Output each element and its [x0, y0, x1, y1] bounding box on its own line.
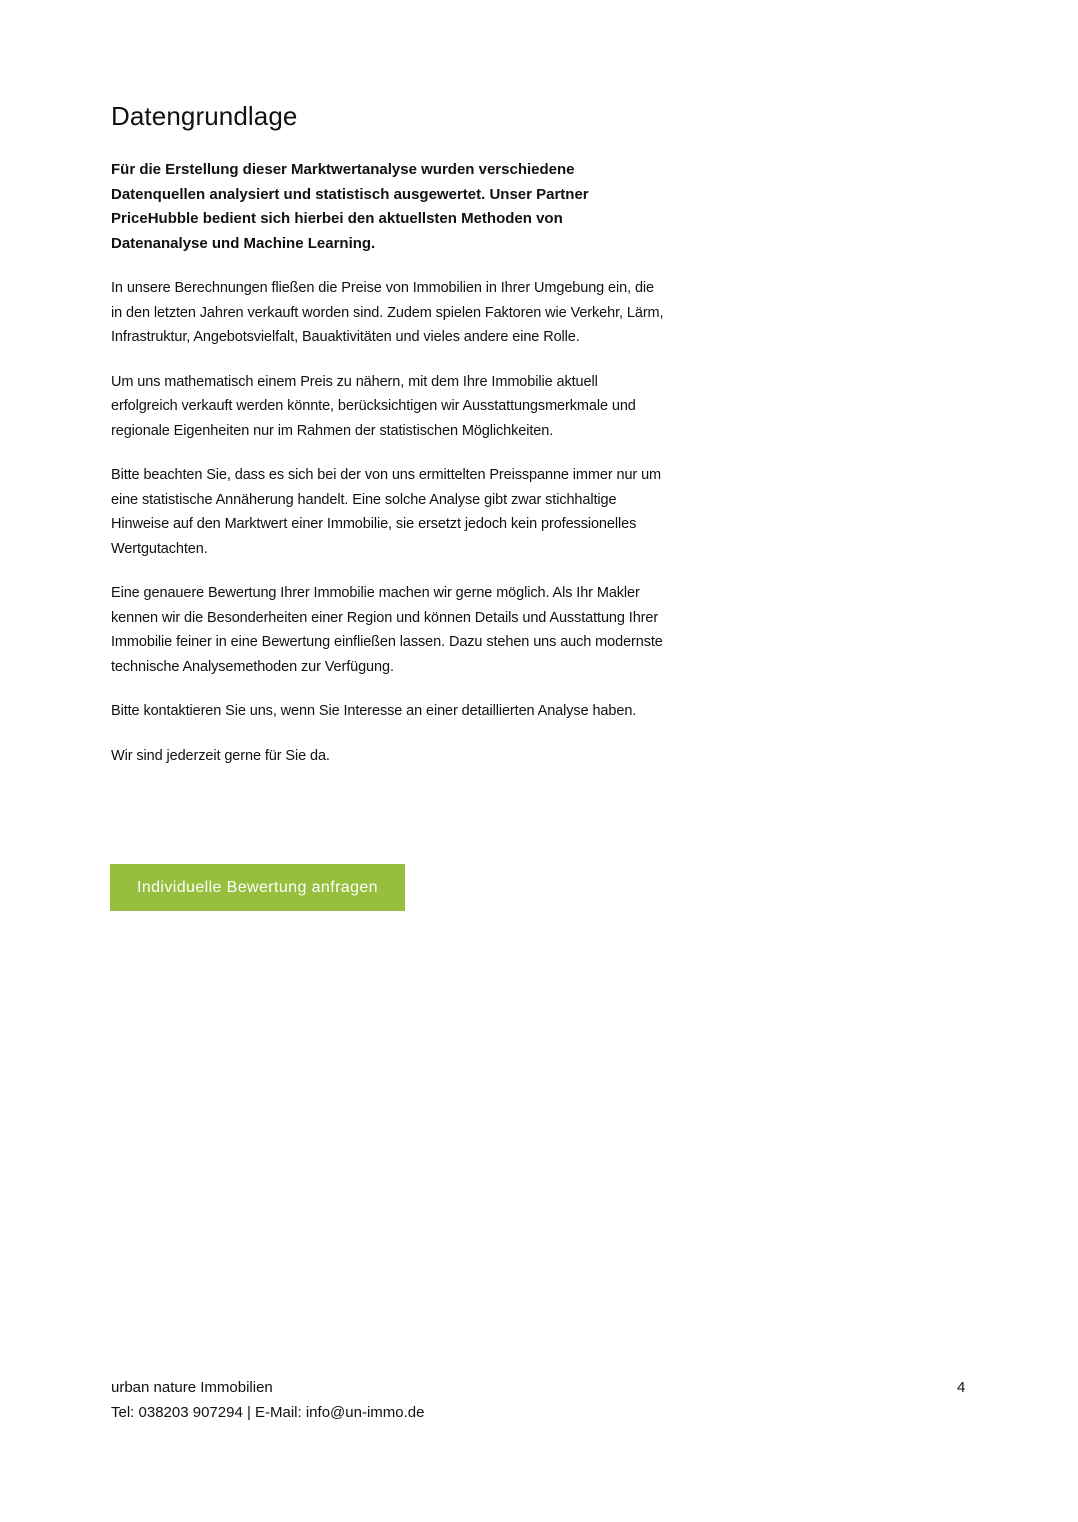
body-paragraph-1: In unsere Berechnungen fließen die Preise von Immobilien in Ihrer Umgebung ein, die in den letzten Jahren verkauft worden sind. Zudem spielen Faktoren wie Verkehr, Lärm, Infrastruktur, Angebotsvielfalt, Bauaktivitäten und vieles andere eine Rolle.: [111, 280, 664, 345]
footer: [111, 1376, 424, 1425]
footer-contact: Tel: 038203 907294 | E-Mail: info@un-immo.de: [111, 1403, 425, 1421]
page-title: Datengrundlage: [111, 101, 298, 131]
footer-company: urban nature Immobilien: [111, 1379, 273, 1396]
intro-paragraph: Für die Erstellung dieser Marktwertanalyse wurden verschiedene Datenquellen analysiert und statistisch ausgewertet. Unser Partner PriceHubble bedient sich hierbei den aktuellsten Methoden von Datenanalyse und Machine Learning.: [111, 161, 589, 252]
page-number: 4: [957, 1379, 966, 1396]
request-valuation-button[interactable]: Individuelle Bewertung anfragen: [110, 864, 405, 911]
body-paragraph-2: Um uns mathematisch einem Preis zu nähern, mit dem Ihre Immobilie aktuell erfolgreich verkauft werden könnte, berücksichtigen wir Ausstattungsmerkmale und regionale Eigenheiten nur im Rahmen der statistischen Möglichkeiten.: [111, 373, 636, 439]
body-paragraph-5: Bitte kontaktieren Sie uns, wenn Sie Interesse an einer detaillierten Analyse haben.: [111, 703, 637, 719]
body-paragraph-3: Bitte beachten Sie, dass es sich bei der von uns ermittelten Preisspanne immer nur um eine statistische Annäherung handelt. Eine solche Analyse gibt zwar stichhaltige Hinweise auf den Marktwert einer Immobilie, sie ersetzt jedoch kein professionelles Wertgutachten.: [111, 467, 662, 557]
body-paragraph-6: Wir sind jederzeit gerne für Sie da.: [111, 747, 330, 764]
content-area: [111, 100, 671, 768]
body-paragraph-4: Eine genauere Bewertung Ihrer Immobilie machen wir gerne möglich. Als Ihr Makler kennen wir die Besonderheiten einer Region und können Details und Ausstattung Ihrer Immobilie feiner in eine Bewertung einfließen lassen. Dazu stehen uns auch modernste technische Analysemethoden zur Verfügung.: [111, 585, 663, 675]
